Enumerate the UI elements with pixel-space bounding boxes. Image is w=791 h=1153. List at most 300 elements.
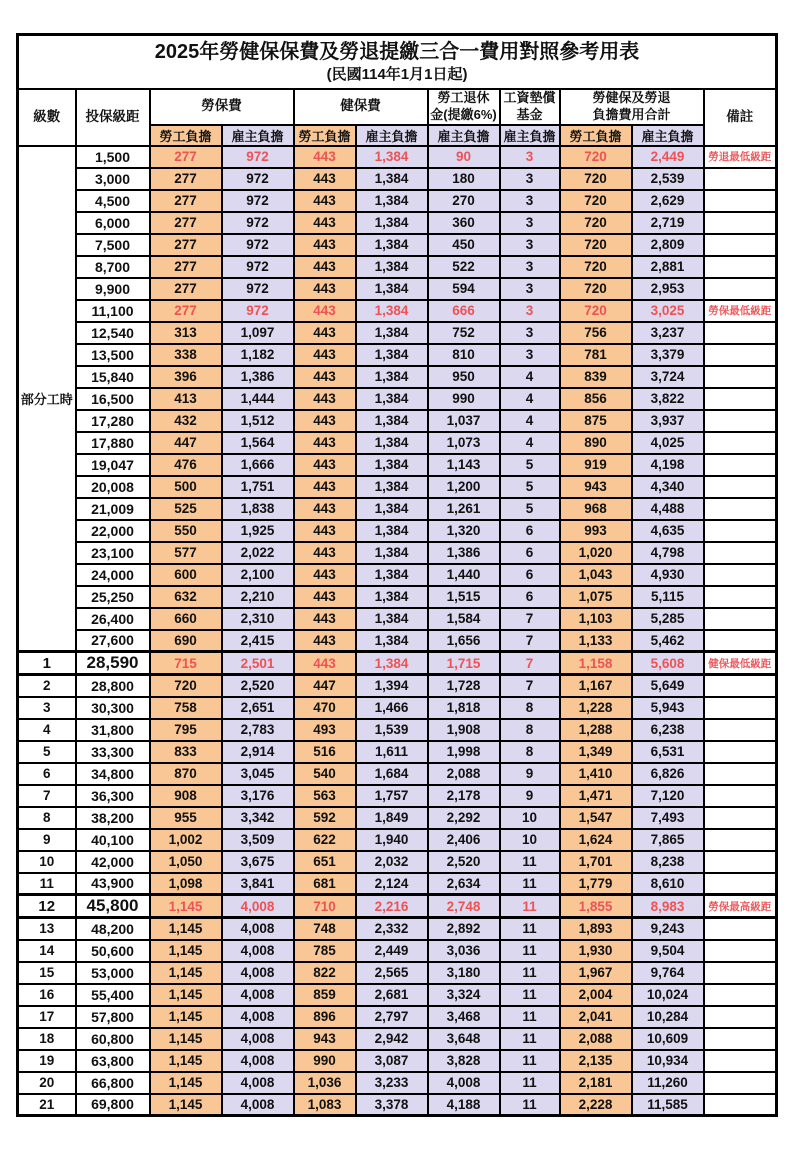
cell-bracket: 36,300 xyxy=(76,785,150,807)
cell-labor-employer: 2,022 xyxy=(222,542,294,564)
cell-health-employee: 651 xyxy=(294,851,356,873)
cell-labor-employer: 1,444 xyxy=(222,388,294,410)
cell-pension-employer: 450 xyxy=(428,234,500,256)
cell-pension-employer: 180 xyxy=(428,168,500,190)
cell-health-employee: 443 xyxy=(294,168,356,190)
cell-labor-employer: 3,509 xyxy=(222,829,294,851)
cell-health-employee: 443 xyxy=(294,300,356,322)
cell-labor-employee: 720 xyxy=(150,675,222,697)
cell-bracket: 26,400 xyxy=(76,608,150,630)
cell-labor-employer: 2,520 xyxy=(222,675,294,697)
cell-pension-employer: 1,656 xyxy=(428,630,500,652)
cell-remark xyxy=(704,410,777,432)
cell-total-employee: 1,410 xyxy=(560,763,632,785)
cell-total-employer: 4,930 xyxy=(632,564,704,586)
cell-total-employee: 2,004 xyxy=(560,984,632,1006)
cell-bracket: 33,300 xyxy=(76,741,150,763)
cell-remark xyxy=(704,476,777,498)
cell-total-employer: 5,943 xyxy=(632,697,704,719)
cell-total-employer: 2,449 xyxy=(632,146,704,168)
cell-health-employer: 1,539 xyxy=(356,719,428,741)
cell-level: 16 xyxy=(18,984,76,1006)
cell-remark xyxy=(704,1072,777,1094)
cell-health-employee: 443 xyxy=(294,234,356,256)
cell-total-employer: 3,724 xyxy=(632,366,704,388)
table-row xyxy=(18,278,777,300)
cell-wage-fund-employer: 5 xyxy=(500,454,560,476)
cell-remark xyxy=(704,498,777,520)
cell-labor-employee: 632 xyxy=(150,586,222,608)
cell-total-employer: 4,798 xyxy=(632,542,704,564)
cell-bracket: 24,000 xyxy=(76,564,150,586)
total-label-line1: 勞健保及勞退 xyxy=(592,89,671,105)
cell-total-employer: 4,488 xyxy=(632,498,704,520)
cell-total-employer: 3,237 xyxy=(632,322,704,344)
cell-bracket: 16,500 xyxy=(76,388,150,410)
cell-labor-employee: 277 xyxy=(150,146,222,168)
cell-level: 20 xyxy=(18,1072,76,1094)
cell-total-employer: 5,649 xyxy=(632,675,704,697)
subheader-health-employer: 雇主負擔 xyxy=(356,125,428,146)
cell-health-employer: 1,384 xyxy=(356,432,428,454)
cell-health-employee: 443 xyxy=(294,454,356,476)
cell-wage-fund-employer: 4 xyxy=(500,410,560,432)
cell-remark xyxy=(704,851,777,873)
table-row xyxy=(18,675,777,697)
cell-pension-employer: 3,648 xyxy=(428,1028,500,1050)
cell-wage-fund-employer: 8 xyxy=(500,741,560,763)
table-row xyxy=(18,366,777,388)
table-row xyxy=(18,1028,777,1050)
cell-pension-employer: 360 xyxy=(428,212,500,234)
table-row xyxy=(18,190,777,212)
cell-health-employee: 1,036 xyxy=(294,1072,356,1094)
cell-bracket: 23,100 xyxy=(76,542,150,564)
cell-total-employee: 1,701 xyxy=(560,851,632,873)
cell-total-employee: 993 xyxy=(560,520,632,542)
cell-remark xyxy=(704,256,777,278)
cell-total-employer: 5,115 xyxy=(632,586,704,608)
cell-remark xyxy=(704,322,777,344)
cell-labor-employee: 715 xyxy=(150,652,222,675)
cell-remark xyxy=(704,675,777,697)
cell-labor-employee: 277 xyxy=(150,234,222,256)
cell-bracket: 48,200 xyxy=(76,918,150,940)
cell-total-employee: 1,158 xyxy=(560,652,632,675)
cell-labor-employee: 1,098 xyxy=(150,873,222,895)
cell-total-employee: 720 xyxy=(560,234,632,256)
cell-health-employer: 1,384 xyxy=(356,630,428,652)
cell-health-employer: 2,565 xyxy=(356,962,428,984)
cell-labor-employer: 3,045 xyxy=(222,763,294,785)
cell-total-employer: 4,340 xyxy=(632,476,704,498)
cell-total-employee: 839 xyxy=(560,366,632,388)
cell-total-employer: 6,826 xyxy=(632,763,704,785)
cell-total-employer: 5,285 xyxy=(632,608,704,630)
cell-level: 12 xyxy=(18,895,76,918)
cell-total-employee: 919 xyxy=(560,454,632,476)
table-row xyxy=(18,300,777,322)
cell-total-employee: 1,893 xyxy=(560,918,632,940)
cell-labor-employer: 4,008 xyxy=(222,1006,294,1028)
cell-health-employer: 1,849 xyxy=(356,807,428,829)
col-header-bracket: 投保級距 xyxy=(76,89,150,146)
cell-health-employer: 1,384 xyxy=(356,410,428,432)
cell-labor-employer: 972 xyxy=(222,278,294,300)
table-row xyxy=(18,454,777,476)
cell-level: 7 xyxy=(18,785,76,807)
cell-total-employer: 7,120 xyxy=(632,785,704,807)
cell-health-employee: 493 xyxy=(294,719,356,741)
cell-remark xyxy=(704,697,777,719)
cell-total-employee: 1,855 xyxy=(560,895,632,918)
cell-total-employer: 2,539 xyxy=(632,168,704,190)
cell-total-employer: 10,609 xyxy=(632,1028,704,1050)
cell-health-employee: 443 xyxy=(294,322,356,344)
cell-bracket: 69,800 xyxy=(76,1094,150,1116)
cell-wage-fund-employer: 8 xyxy=(500,719,560,741)
cell-remark xyxy=(704,542,777,564)
table-row xyxy=(18,741,777,763)
table-row xyxy=(18,564,777,586)
table-row xyxy=(18,630,777,652)
cell-health-employee: 443 xyxy=(294,608,356,630)
cell-labor-employer: 972 xyxy=(222,146,294,168)
cell-wage-fund-employer: 3 xyxy=(500,322,560,344)
table-row xyxy=(18,388,777,410)
cell-bracket: 15,840 xyxy=(76,366,150,388)
cell-labor-employer: 1,512 xyxy=(222,410,294,432)
cell-labor-employee: 690 xyxy=(150,630,222,652)
cell-total-employee: 720 xyxy=(560,168,632,190)
cell-total-employer: 7,493 xyxy=(632,807,704,829)
cell-wage-fund-employer: 11 xyxy=(500,1028,560,1050)
cell-bracket: 34,800 xyxy=(76,763,150,785)
cell-level: 5 xyxy=(18,741,76,763)
cell-health-employee: 443 xyxy=(294,256,356,278)
cell-health-employee: 1,083 xyxy=(294,1094,356,1116)
cell-bracket: 55,400 xyxy=(76,984,150,1006)
cell-total-employer: 11,585 xyxy=(632,1094,704,1116)
cell-remark: 勞退最低級距 xyxy=(704,146,777,168)
table-row xyxy=(18,873,777,895)
cell-remark xyxy=(704,1050,777,1072)
cell-level: 1 xyxy=(18,652,76,675)
cell-pension-employer: 2,892 xyxy=(428,918,500,940)
cell-wage-fund-employer: 3 xyxy=(500,256,560,278)
table-row xyxy=(18,763,777,785)
cell-labor-employer: 972 xyxy=(222,300,294,322)
cell-health-employer: 2,942 xyxy=(356,1028,428,1050)
cell-remark xyxy=(704,432,777,454)
subheader-labor-employer: 雇主負擔 xyxy=(222,125,294,146)
pension-label-line1: 勞工退休 xyxy=(437,89,490,105)
cell-health-employee: 443 xyxy=(294,542,356,564)
cell-wage-fund-employer: 4 xyxy=(500,366,560,388)
cell-total-employer: 2,881 xyxy=(632,256,704,278)
cell-total-employee: 856 xyxy=(560,388,632,410)
cell-labor-employee: 1,145 xyxy=(150,895,222,918)
cell-bracket: 11,100 xyxy=(76,300,150,322)
cell-labor-employee: 1,145 xyxy=(150,984,222,1006)
cell-labor-employee: 277 xyxy=(150,212,222,234)
cell-pension-employer: 4,008 xyxy=(428,1072,500,1094)
cell-labor-employer: 1,751 xyxy=(222,476,294,498)
cell-total-employee: 2,135 xyxy=(560,1050,632,1072)
cell-remark xyxy=(704,344,777,366)
cell-health-employer: 1,384 xyxy=(356,278,428,300)
cell-health-employee: 943 xyxy=(294,1028,356,1050)
cell-health-employee: 681 xyxy=(294,873,356,895)
cell-pension-employer: 3,180 xyxy=(428,962,500,984)
cell-pension-employer: 3,036 xyxy=(428,940,500,962)
cell-level: 10 xyxy=(18,851,76,873)
cell-total-employee: 1,967 xyxy=(560,962,632,984)
cell-pension-employer: 1,998 xyxy=(428,741,500,763)
cell-labor-employee: 550 xyxy=(150,520,222,542)
cell-labor-employer: 4,008 xyxy=(222,962,294,984)
cell-remark xyxy=(704,940,777,962)
page xyxy=(0,33,791,1153)
table-row xyxy=(18,962,777,984)
pension-label-line2: 金(提繳6%) xyxy=(430,106,497,122)
cell-bracket: 3,000 xyxy=(76,168,150,190)
cell-pension-employer: 990 xyxy=(428,388,500,410)
cell-health-employee: 710 xyxy=(294,895,356,918)
cell-total-employee: 720 xyxy=(560,278,632,300)
cell-level: 6 xyxy=(18,763,76,785)
cell-wage-fund-employer: 7 xyxy=(500,675,560,697)
cell-labor-employee: 600 xyxy=(150,564,222,586)
cell-total-employee: 943 xyxy=(560,476,632,498)
cell-total-employee: 875 xyxy=(560,410,632,432)
cell-labor-employer: 2,415 xyxy=(222,630,294,652)
cell-total-employer: 7,865 xyxy=(632,829,704,851)
cell-total-employee: 1,779 xyxy=(560,873,632,895)
wage-fund-label-line1: 工資墊償 xyxy=(503,89,556,105)
cell-pension-employer: 2,406 xyxy=(428,829,500,851)
cell-wage-fund-employer: 3 xyxy=(500,212,560,234)
cell-wage-fund-employer: 3 xyxy=(500,344,560,366)
cell-total-employer: 3,379 xyxy=(632,344,704,366)
table-row xyxy=(18,322,777,344)
cell-total-employee: 1,624 xyxy=(560,829,632,851)
cell-total-employer: 4,635 xyxy=(632,520,704,542)
cell-health-employee: 540 xyxy=(294,763,356,785)
cell-wage-fund-employer: 11 xyxy=(500,962,560,984)
cell-health-employer: 2,449 xyxy=(356,940,428,962)
cell-health-employer: 1,384 xyxy=(356,476,428,498)
cell-labor-employer: 1,386 xyxy=(222,366,294,388)
table-row xyxy=(18,520,777,542)
col-header-health-insurance: 健保費 xyxy=(294,89,428,125)
cell-health-employer: 2,332 xyxy=(356,918,428,940)
cell-pension-employer: 1,818 xyxy=(428,697,500,719)
cell-health-employer: 1,384 xyxy=(356,168,428,190)
cell-health-employee: 443 xyxy=(294,498,356,520)
cell-health-employer: 1,940 xyxy=(356,829,428,851)
cell-remark: 勞保最低級距 xyxy=(704,300,777,322)
cell-labor-employer: 1,925 xyxy=(222,520,294,542)
cell-remark xyxy=(704,388,777,410)
cell-level: 13 xyxy=(18,918,76,940)
cell-level: 2 xyxy=(18,675,76,697)
cell-pension-employer: 810 xyxy=(428,344,500,366)
cell-wage-fund-employer: 6 xyxy=(500,542,560,564)
col-header-pension xyxy=(428,89,500,125)
cell-labor-employer: 2,210 xyxy=(222,586,294,608)
cell-pension-employer: 666 xyxy=(428,300,500,322)
cell-level: 19 xyxy=(18,1050,76,1072)
cell-health-employee: 443 xyxy=(294,520,356,542)
cell-wage-fund-employer: 7 xyxy=(500,630,560,652)
cell-wage-fund-employer: 3 xyxy=(500,168,560,190)
cell-bracket: 27,600 xyxy=(76,630,150,652)
cell-health-employer: 1,384 xyxy=(356,256,428,278)
cell-health-employer: 1,394 xyxy=(356,675,428,697)
cell-bracket: 66,800 xyxy=(76,1072,150,1094)
cell-total-employee: 890 xyxy=(560,432,632,454)
cell-wage-fund-employer: 8 xyxy=(500,697,560,719)
cell-wage-fund-employer: 11 xyxy=(500,1006,560,1028)
cell-labor-employee: 277 xyxy=(150,278,222,300)
cell-bracket: 63,800 xyxy=(76,1050,150,1072)
cell-health-employer: 1,384 xyxy=(356,212,428,234)
cell-health-employer: 1,757 xyxy=(356,785,428,807)
table-row xyxy=(18,432,777,454)
cell-health-employer: 3,087 xyxy=(356,1050,428,1072)
cell-bracket: 38,200 xyxy=(76,807,150,829)
cell-pension-employer: 1,728 xyxy=(428,675,500,697)
cell-labor-employer: 2,501 xyxy=(222,652,294,675)
cell-labor-employee: 795 xyxy=(150,719,222,741)
cell-remark xyxy=(704,520,777,542)
table-row xyxy=(18,918,777,940)
cell-bracket: 6,000 xyxy=(76,212,150,234)
cell-pension-employer: 270 xyxy=(428,190,500,212)
cell-labor-employer: 2,783 xyxy=(222,719,294,741)
cell-health-employee: 443 xyxy=(294,410,356,432)
cell-health-employee: 443 xyxy=(294,652,356,675)
cell-bracket: 13,500 xyxy=(76,344,150,366)
cell-remark xyxy=(704,785,777,807)
cell-labor-employer: 3,342 xyxy=(222,807,294,829)
cell-bracket: 8,700 xyxy=(76,256,150,278)
cell-pension-employer: 1,261 xyxy=(428,498,500,520)
cell-labor-employee: 758 xyxy=(150,697,222,719)
col-header-remark: 備註 xyxy=(704,89,777,146)
cell-health-employer: 1,384 xyxy=(356,520,428,542)
cell-remark xyxy=(704,741,777,763)
cell-bracket: 12,540 xyxy=(76,322,150,344)
table-row xyxy=(18,212,777,234)
cell-total-employee: 720 xyxy=(560,212,632,234)
cell-pension-employer: 90 xyxy=(428,146,500,168)
total-label-line2: 負擔費用合計 xyxy=(592,106,671,122)
cell-remark xyxy=(704,918,777,940)
cell-total-employer: 2,719 xyxy=(632,212,704,234)
table-row xyxy=(18,697,777,719)
cell-remark xyxy=(704,234,777,256)
cell-remark xyxy=(704,278,777,300)
table-row xyxy=(18,410,777,432)
cell-total-employee: 1,020 xyxy=(560,542,632,564)
cell-pension-employer: 1,200 xyxy=(428,476,500,498)
cell-total-employer: 10,934 xyxy=(632,1050,704,1072)
cell-remark xyxy=(704,630,777,652)
cell-labor-employer: 972 xyxy=(222,168,294,190)
cell-pension-employer: 2,088 xyxy=(428,763,500,785)
cell-pension-employer: 1,073 xyxy=(428,432,500,454)
cell-remark xyxy=(704,1006,777,1028)
cell-health-employee: 443 xyxy=(294,432,356,454)
cell-level: 14 xyxy=(18,940,76,962)
cell-total-employer: 9,243 xyxy=(632,918,704,940)
subheader-labor-employee: 勞工負擔 xyxy=(150,125,222,146)
cell-health-employee: 896 xyxy=(294,1006,356,1028)
table-row xyxy=(18,984,777,1006)
cell-health-employer: 1,684 xyxy=(356,763,428,785)
cell-labor-employee: 432 xyxy=(150,410,222,432)
cell-total-employer: 8,983 xyxy=(632,895,704,918)
cell-labor-employee: 1,050 xyxy=(150,851,222,873)
cell-bracket: 25,250 xyxy=(76,586,150,608)
table-row xyxy=(18,895,777,918)
cell-labor-employer: 3,841 xyxy=(222,873,294,895)
cell-health-employer: 1,384 xyxy=(356,542,428,564)
cell-bracket: 1,500 xyxy=(76,146,150,168)
cell-labor-employer: 3,675 xyxy=(222,851,294,873)
table-row xyxy=(18,234,777,256)
cell-level: 17 xyxy=(18,1006,76,1028)
table-row xyxy=(18,807,777,829)
cell-labor-employee: 1,145 xyxy=(150,918,222,940)
cell-wage-fund-employer: 10 xyxy=(500,829,560,851)
cell-total-employee: 2,228 xyxy=(560,1094,632,1116)
cell-pension-employer: 1,584 xyxy=(428,608,500,630)
cell-bracket: 9,900 xyxy=(76,278,150,300)
cell-labor-employee: 476 xyxy=(150,454,222,476)
cell-pension-employer: 950 xyxy=(428,366,500,388)
cell-labor-employer: 4,008 xyxy=(222,940,294,962)
cell-total-employee: 968 xyxy=(560,498,632,520)
cell-remark xyxy=(704,190,777,212)
cell-wage-fund-employer: 3 xyxy=(500,234,560,256)
cell-total-employee: 2,041 xyxy=(560,1006,632,1028)
cell-level: 21 xyxy=(18,1094,76,1116)
cell-health-employee: 859 xyxy=(294,984,356,1006)
cell-wage-fund-employer: 4 xyxy=(500,432,560,454)
cell-remark xyxy=(704,984,777,1006)
cell-labor-employer: 4,008 xyxy=(222,895,294,918)
cell-pension-employer: 1,715 xyxy=(428,652,500,675)
cell-bracket: 50,600 xyxy=(76,940,150,962)
cell-bracket: 21,009 xyxy=(76,498,150,520)
cell-bracket: 19,047 xyxy=(76,454,150,476)
cell-total-employer: 8,610 xyxy=(632,873,704,895)
cell-health-employer: 1,384 xyxy=(356,344,428,366)
cell-health-employer: 2,216 xyxy=(356,895,428,918)
cell-remark xyxy=(704,1028,777,1050)
cell-health-employee: 443 xyxy=(294,630,356,652)
cell-total-employer: 3,822 xyxy=(632,388,704,410)
cell-total-employee: 1,133 xyxy=(560,630,632,652)
cell-bracket: 4,500 xyxy=(76,190,150,212)
cell-health-employee: 592 xyxy=(294,807,356,829)
cell-labor-employee: 277 xyxy=(150,168,222,190)
subheader-total-employee: 勞工負擔 xyxy=(560,125,632,146)
col-header-labor-insurance: 勞保費 xyxy=(150,89,294,125)
